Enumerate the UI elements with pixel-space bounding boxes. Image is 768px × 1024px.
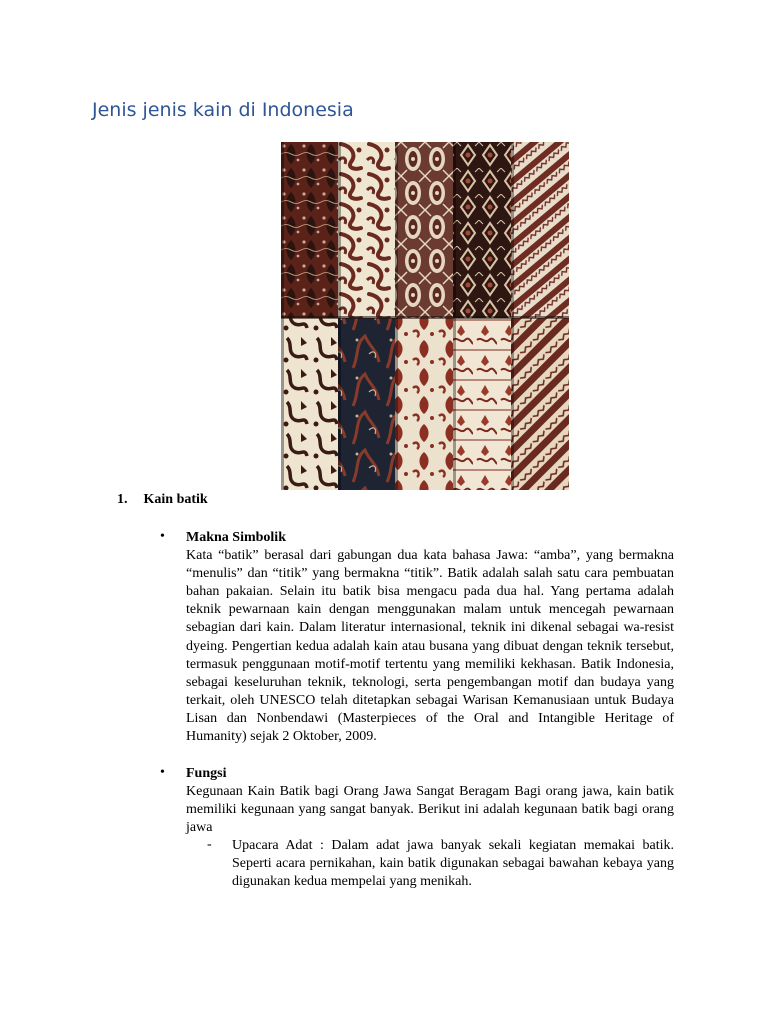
batik-cloth-panel [338, 318, 395, 490]
batik-cloth-panel [453, 318, 511, 490]
batik-samples-photo [281, 142, 569, 490]
bullet-marker: • [160, 765, 165, 780]
batik-cloth-panel [281, 142, 338, 318]
section-fungsi [186, 765, 674, 837]
list-number: 1. [117, 492, 128, 507]
section-heading: Fungsi [186, 766, 227, 781]
section-body: Kata “batik” berasal dari gabungan dua kata bahasa Jawa: “amba”, yang bermakna “menulis” dan “titik” yang bermakna “titik”. Batik adalah salah satu cara pembuatan bahan pakaian. Selain itu batik bisa mengacu pada dua hal. Yang pertama adalah teknik pewarnaan kain dengan menggunakan malam untuk mencegah pewarnaan sebagian dari kain. Dalam literatur internasional, teknik ini dikenal sebagai wa-resist dyeing. Pengertian kedua adalah kain atau busana yang dibuat dengan teknik tersebut, termasuk penggunaan motif-motif tertentu yang memiliki kekhasan. Batik Indonesia, sebagai keseluruhan teknik, teknologi, serta pengembangan motif dan budaya yang terkait, oleh UNESCO telah ditetapkan sebagai Warisan Kemanusiaan untuk Budaya Lisan dan Nonbendawi (Masterpieces of the Oral and Intangible Heritage of Humanity) sejak 2 Oktober, 2009. [186, 548, 674, 745]
batik-cloth-panel [338, 142, 395, 318]
page-title: Jenis jenis kain di Indonesia [92, 99, 354, 121]
batik-cloth-panel [395, 142, 453, 318]
batik-cloth-panel [395, 318, 453, 490]
sub-item-text: Upacara Adat : Dalam adat jawa banyak sekali kegiatan memakai batik. Seperti acara pernikahan, kain batik digunakan sebagai bawahan kebaya yang digunakan kedua mempelai yang menikah. [232, 838, 674, 890]
sub-item-upacara-adat [232, 837, 674, 891]
batik-cloth-panel [453, 142, 511, 318]
fold-seam [281, 316, 569, 319]
section-heading: Makna Simbolik [186, 530, 286, 545]
list-label: Kain batik [143, 492, 208, 507]
sub-item-marker: - [207, 837, 212, 852]
batik-cloth-panel [281, 318, 338, 490]
section-body: Kegunaan Kain Batik bagi Orang Jawa Sangat Beragam Bagi orang jawa, kain batik memiliki kegunaan yang sangat banyak. Berikut ini adalah kegunaan batik bagi orang jawa [186, 784, 674, 836]
batik-cloth-panel [511, 318, 569, 490]
batik-cloth-panel [511, 142, 569, 318]
section-makna-simbolik [186, 529, 674, 746]
bullet-marker: • [160, 529, 165, 544]
list-item-kain-batik [117, 492, 208, 508]
